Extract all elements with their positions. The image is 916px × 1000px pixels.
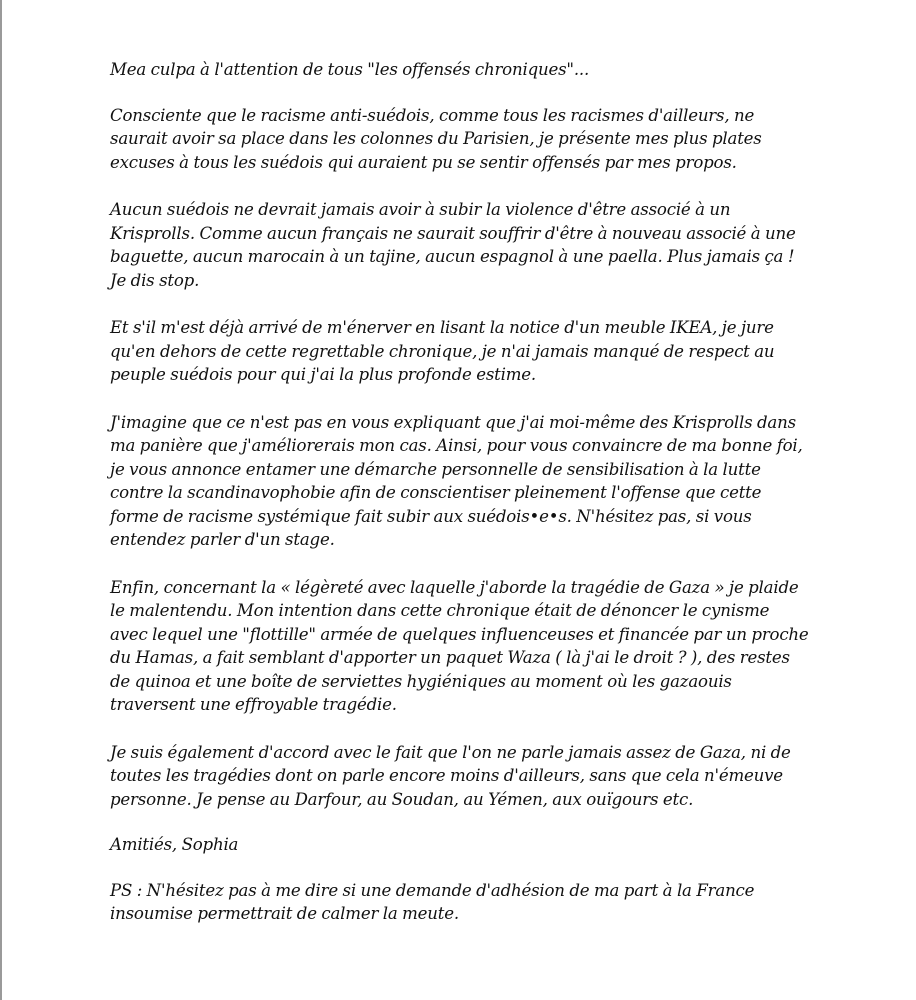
paragraph-gaza: Enfin, concernant la « légèreté avec laquelle j'aborde la tragédie de Gaza » je plaide le malentendu. Mon intention dans cette chronique était de dénoncer le cynisme avec lequel une "flottille" armée de quelques influenceuses et financée par un proche du Hamas, a fait semblant d'apporter un paquet Waza ( là j'ai le droit ? ), des restes de quinoa et une boîte de serviettes hygiéniques au moment où les gazaouis traversent une effroyable tragédie. xyxy=(110,577,809,714)
paragraph-ikea: Et s'il m'est déjà arrivé de m'énerver en lisant la notice d'un meuble IKEA, je jure qu'en dehors de cette regrettable chronique, je n'ai jamais manqué de respect au peuple suédois pour qui j'ai la plus profonde estime. xyxy=(110,318,775,384)
letter-document xyxy=(110,58,830,950)
paragraph-apology: Consciente que le racisme anti-suédois, comme tous les racismes d'ailleurs, ne saurait avoir sa place dans les colonnes du Parisien, je présente mes plus plates excuses à tous les suédois qui auraient pu se sentir offensés par mes propos. xyxy=(110,105,762,172)
paragraph-tragedies: Je suis également d'accord avec le fait que l'on ne parle jamais assez de Gaza, ni de toutes les tragédies dont on parle encore moins d'ailleurs, sans que cela n'émeuve personne. Je pense au Darfour, au Soudan, au Yémen, aux ouïgours etc. xyxy=(110,742,791,809)
page-edge-rule xyxy=(0,0,2,1000)
paragraph-scandinavophobie: J'imagine que ce n'est pas en vous expliquant que j'ai moi-même des Krisprolls dans ma panière que j'améliorerais mon cas. Ainsi, pour vous convaincre de ma bonne foi, je vous annonce entamer une démarche personnelle de sensibilisation à la lutte contre la scandinavophobie afin de conscientiser pleinement l'offense que cette forme de racisme systémique fait subir aux suédois•e•s. N'hésitez pas, si vous entendez parler d'un stage. xyxy=(110,412,803,549)
postscript: PS : N'hésitez pas à me dire si une demande d'adhésion de ma part à la France insoumise permettrait de calmer la meute. xyxy=(110,880,755,923)
paragraph-krisprolls: Aucun suédois ne devrait jamais avoir à subir la violence d'être associé à un Krisprolls. Comme aucun français ne saurait souffrir d'être à nouveau associé à une baguette, aucun marocain à un tajine, aucun espagnol à une paella. Plus jamais ça ! Je dis stop. xyxy=(110,200,796,290)
letter-heading: Mea culpa à l'attention de tous "les offensés chroniques"... xyxy=(110,60,590,79)
signoff: Amitiés, Sophia xyxy=(110,835,239,854)
